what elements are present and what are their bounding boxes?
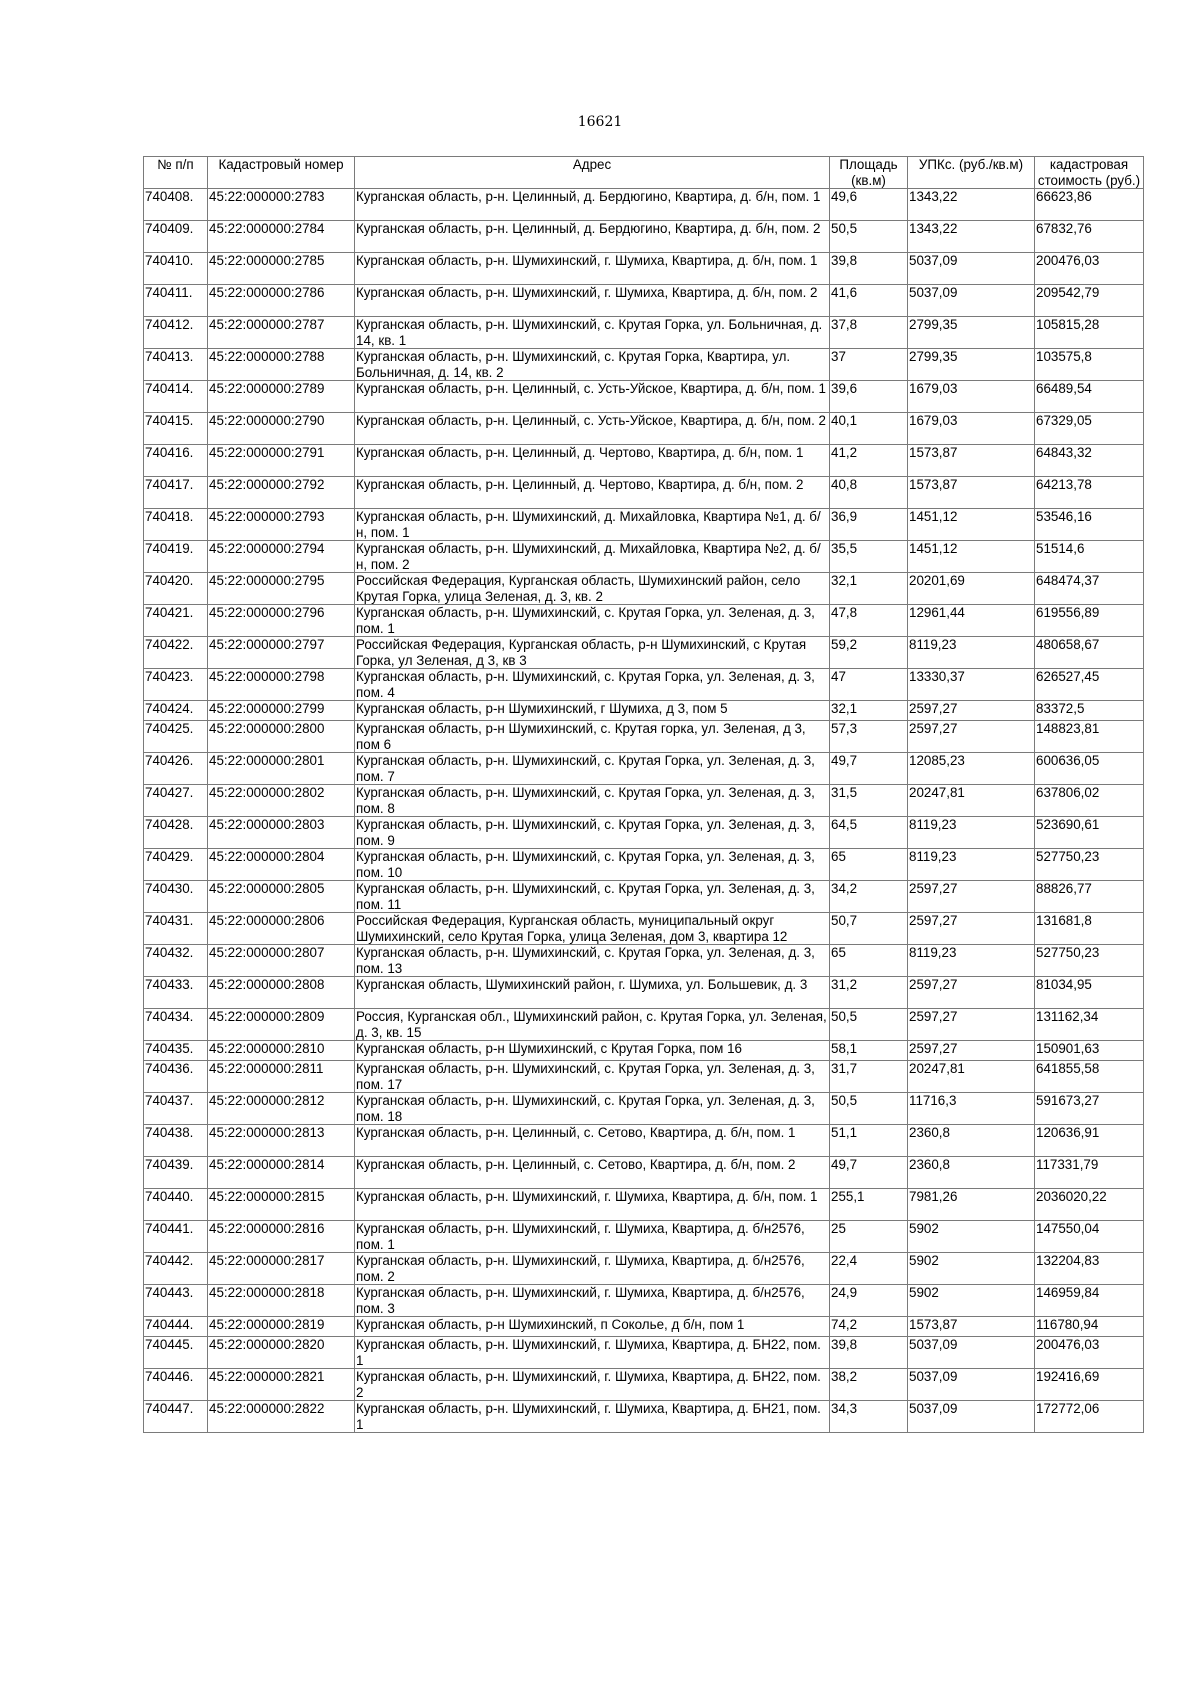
cadastral-cost: 619556,89: [1035, 605, 1144, 637]
row-number: 740434.: [144, 1009, 208, 1041]
area: 41,6: [830, 285, 908, 317]
cadastral-number: 45:22:000000:2791: [208, 445, 355, 477]
cadastral-cost: 105815,28: [1035, 317, 1144, 349]
table-row: [144, 349, 1144, 381]
area: 65: [830, 945, 908, 977]
table-row: [144, 1093, 1144, 1125]
cadastral-number: 45:22:000000:2783: [208, 189, 355, 221]
upks: 5902: [908, 1253, 1035, 1285]
area: 255,1: [830, 1189, 908, 1221]
area: 50,5: [830, 1009, 908, 1041]
row-number: 740416.: [144, 445, 208, 477]
upks: 5037,09: [908, 253, 1035, 285]
cadastral-cost: 64843,32: [1035, 445, 1144, 477]
row-number: 740438.: [144, 1125, 208, 1157]
address: Курганская область, р-н. Шумихинский, г. Шумиха, Квартира, д. б/н, пом. 1: [355, 253, 830, 285]
cadastral-number: 45:22:000000:2804: [208, 849, 355, 881]
cadastral-cost: 103575,8: [1035, 349, 1144, 381]
address: Курганская область, р-н Шумихинский, с Крутая Горка, пом 16: [355, 1041, 830, 1061]
cadastral-number: 45:22:000000:2805: [208, 881, 355, 913]
row-number: 740433.: [144, 977, 208, 1009]
cadastral-cost: 131681,8: [1035, 913, 1144, 945]
table-row: [144, 381, 1144, 413]
table-row: [144, 913, 1144, 945]
table-row: [144, 1221, 1144, 1253]
row-number: 740439.: [144, 1157, 208, 1189]
table-row: [144, 189, 1144, 221]
row-number: 740428.: [144, 817, 208, 849]
row-number: 740424.: [144, 701, 208, 721]
address: Курганская область, р-н. Шумихинский, г. Шумиха, Квартира, д. б/н, пом. 2: [355, 285, 830, 317]
table-row: [144, 1125, 1144, 1157]
row-number: 740437.: [144, 1093, 208, 1125]
cadastral-cost: 116780,94: [1035, 1317, 1144, 1337]
table-row: [144, 849, 1144, 881]
upks: 2360,8: [908, 1125, 1035, 1157]
address: Российская Федерация, Курганская область, муниципальный округ Шумихинский, село Крутая Горка, улица Зеленая, дом 3, квартира 12: [355, 913, 830, 945]
table-row: [144, 1369, 1144, 1401]
table-row: [144, 785, 1144, 817]
area: 35,5: [830, 541, 908, 573]
table-row: [144, 221, 1144, 253]
address: Курганская область, р-н. Шумихинский, г. Шумиха, Квартира, д. б/н2576, пом. 1: [355, 1221, 830, 1253]
table-row: [144, 509, 1144, 541]
address: Курганская область, р-н. Шумихинский, г. Шумиха, Квартира, д. БН21, пом. 1: [355, 1401, 830, 1433]
upks: 2597,27: [908, 977, 1035, 1009]
cadastral-number: 45:22:000000:2790: [208, 413, 355, 445]
row-number: 740430.: [144, 881, 208, 913]
address: Курганская область, р-н. Шумихинский, д. Михайловка, Квартира №2, д. б/н, пом. 2: [355, 541, 830, 573]
cadastral-cost: 648474,37: [1035, 573, 1144, 605]
table-row: [144, 317, 1144, 349]
cadastral-number: 45:22:000000:2811: [208, 1061, 355, 1093]
table-row: [144, 1285, 1144, 1317]
address: Курганская область, р-н. Целинный, д. Чертово, Квартира, д. б/н, пом. 2: [355, 477, 830, 509]
upks: 2799,35: [908, 349, 1035, 381]
upks: 8119,23: [908, 945, 1035, 977]
upks: 1679,03: [908, 381, 1035, 413]
address: Курганская область, р-н. Шумихинский, с. Крутая Горка, Квартира, ул. Больничная, д. 14, кв. 2: [355, 349, 830, 381]
area: 36,9: [830, 509, 908, 541]
area: 51,1: [830, 1125, 908, 1157]
address: Курганская область, р-н. Шумихинский, с. Крутая Горка, ул. Больничная, д. 14, кв. 1: [355, 317, 830, 349]
cadastral-cost: 117331,79: [1035, 1157, 1144, 1189]
area: 31,7: [830, 1061, 908, 1093]
cadastral-cost: 600636,05: [1035, 753, 1144, 785]
row-number: 740419.: [144, 541, 208, 573]
upks: 5037,09: [908, 285, 1035, 317]
row-number: 740410.: [144, 253, 208, 285]
area: 32,1: [830, 573, 908, 605]
cadastral-cost: 527750,23: [1035, 849, 1144, 881]
cadastral-cost: 2036020,22: [1035, 1189, 1144, 1221]
area: 32,1: [830, 701, 908, 721]
table-row: [144, 701, 1144, 721]
cadastral-number: 45:22:000000:2807: [208, 945, 355, 977]
cadastral-cost: 147550,04: [1035, 1221, 1144, 1253]
cadastral-cost: 209542,79: [1035, 285, 1144, 317]
header-area: Площадь (кв.м): [830, 157, 908, 189]
area: 47: [830, 669, 908, 701]
table-header-row: [144, 157, 1144, 189]
cadastral-cost: 527750,23: [1035, 945, 1144, 977]
cadastral-table: [143, 156, 1144, 1433]
upks: 20201,69: [908, 573, 1035, 605]
row-number: 740408.: [144, 189, 208, 221]
upks: 2597,27: [908, 721, 1035, 753]
area: 39,6: [830, 381, 908, 413]
area: 49,7: [830, 753, 908, 785]
cadastral-number: 45:22:000000:2822: [208, 1401, 355, 1433]
address: Курганская область, р-н. Шумихинский, с. Крутая Горка, ул. Зеленая, д. 3, пом. 18: [355, 1093, 830, 1125]
row-number: 740411.: [144, 285, 208, 317]
address: Курганская область, р-н. Шумихинский, г. Шумиха, Квартира, д. б/н, пом. 1: [355, 1189, 830, 1221]
cadastral-number: 45:22:000000:2787: [208, 317, 355, 349]
address: Курганская область, р-н. Шумихинский, г. Шумиха, Квартира, д. БН22, пом. 1: [355, 1337, 830, 1369]
address: Курганская область, р-н. Шумихинский, с. Крутая Горка, ул. Зеленая, д. 3, пом. 13: [355, 945, 830, 977]
address: Курганская область, р-н. Шумихинский, д. Михайловка, Квартира №1, д. б/н, пом. 1: [355, 509, 830, 541]
table-row: [144, 977, 1144, 1009]
upks: 12961,44: [908, 605, 1035, 637]
table-row: [144, 1337, 1144, 1369]
table-row: [144, 1253, 1144, 1285]
row-number: 740412.: [144, 317, 208, 349]
row-number: 740446.: [144, 1369, 208, 1401]
cadastral-cost: 480658,67: [1035, 637, 1144, 669]
row-number: 740435.: [144, 1041, 208, 1061]
area: 50,5: [830, 1093, 908, 1125]
area: 65: [830, 849, 908, 881]
cadastral-number: 45:22:000000:2817: [208, 1253, 355, 1285]
area: 38,2: [830, 1369, 908, 1401]
cadastral-number: 45:22:000000:2788: [208, 349, 355, 381]
table-row: [144, 285, 1144, 317]
table-row: [144, 477, 1144, 509]
row-number: 740415.: [144, 413, 208, 445]
table-row: [144, 669, 1144, 701]
cadastral-number: 45:22:000000:2792: [208, 477, 355, 509]
address: Курганская область, р-н. Шумихинский, с. Крутая Горка, ул. Зеленая, д. 3, пом. 8: [355, 785, 830, 817]
table-row: [144, 721, 1144, 753]
header-num: № п/п: [144, 157, 208, 189]
cadastral-number: 45:22:000000:2809: [208, 1009, 355, 1041]
cadastral-cost: 67832,76: [1035, 221, 1144, 253]
address: Курганская область, р-н. Целинный, с. Сетово, Квартира, д. б/н, пом. 1: [355, 1125, 830, 1157]
area: 58,1: [830, 1041, 908, 1061]
upks: 11716,3: [908, 1093, 1035, 1125]
area: 34,3: [830, 1401, 908, 1433]
table-row: [144, 1061, 1144, 1093]
row-number: 740429.: [144, 849, 208, 881]
table-row: [144, 1401, 1144, 1433]
address: Курганская область, р-н. Шумихинский, г. Шумиха, Квартира, д. б/н2576, пом. 2: [355, 1253, 830, 1285]
upks: 1343,22: [908, 221, 1035, 253]
upks: 5037,09: [908, 1369, 1035, 1401]
cadastral-number: 45:22:000000:2793: [208, 509, 355, 541]
upks: 5902: [908, 1221, 1035, 1253]
area: 34,2: [830, 881, 908, 913]
cadastral-cost: 120636,91: [1035, 1125, 1144, 1157]
cadastral-cost: 67329,05: [1035, 413, 1144, 445]
cadastral-cost: 132204,83: [1035, 1253, 1144, 1285]
area: 74,2: [830, 1317, 908, 1337]
cadastral-number: 45:22:000000:2813: [208, 1125, 355, 1157]
cadastral-number: 45:22:000000:2798: [208, 669, 355, 701]
area: 39,8: [830, 1337, 908, 1369]
upks: 1573,87: [908, 1317, 1035, 1337]
row-number: 740441.: [144, 1221, 208, 1253]
address: Курганская область, р-н. Шумихинский, с. Крутая Горка, ул. Зеленая, д. 3, пом. 10: [355, 849, 830, 881]
row-number: 740421.: [144, 605, 208, 637]
row-number: 740444.: [144, 1317, 208, 1337]
area: 22,4: [830, 1253, 908, 1285]
area: 40,1: [830, 413, 908, 445]
area: 47,8: [830, 605, 908, 637]
cadastral-number: 45:22:000000:2802: [208, 785, 355, 817]
upks: 2597,27: [908, 701, 1035, 721]
row-number: 740442.: [144, 1253, 208, 1285]
page-number: 16621: [577, 114, 623, 130]
area: 37: [830, 349, 908, 381]
table-body: [144, 189, 1144, 1433]
row-number: 740418.: [144, 509, 208, 541]
upks: 7981,26: [908, 1189, 1035, 1221]
cadastral-cost: 150901,63: [1035, 1041, 1144, 1061]
table-row: [144, 945, 1144, 977]
upks: 1451,12: [908, 541, 1035, 573]
cadastral-number: 45:22:000000:2795: [208, 573, 355, 605]
address: Российская Федерация, Курганская область, р-н Шумихинский, с Крутая Горка, ул Зеленая, д 3, кв 3: [355, 637, 830, 669]
row-number: 740426.: [144, 753, 208, 785]
row-number: 740440.: [144, 1189, 208, 1221]
cadastral-cost: 64213,78: [1035, 477, 1144, 509]
upks: 8119,23: [908, 637, 1035, 669]
address: Курганская область, р-н Шумихинский, г Шумиха, д 3, пом 5: [355, 701, 830, 721]
header-upks: УПКс. (руб./кв.м): [908, 157, 1035, 189]
cadastral-cost: 146959,84: [1035, 1285, 1144, 1317]
row-number: 740409.: [144, 221, 208, 253]
row-number: 740423.: [144, 669, 208, 701]
table-row: [144, 881, 1144, 913]
cadastral-number: 45:22:000000:2814: [208, 1157, 355, 1189]
table-row: [144, 1041, 1144, 1061]
cadastral-number: 45:22:000000:2786: [208, 285, 355, 317]
cadastral-number: 45:22:000000:2789: [208, 381, 355, 413]
row-number: 740420.: [144, 573, 208, 605]
address: Курганская область, р-н. Целинный, с. Усть-Уйское, Квартира, д. б/н, пом. 1: [355, 381, 830, 413]
cadastral-cost: 51514,6: [1035, 541, 1144, 573]
table-row: [144, 413, 1144, 445]
upks: 1679,03: [908, 413, 1035, 445]
address: Курганская область, р-н. Шумихинский, с. Крутая Горка, ул. Зеленая, д. 3, пом. 9: [355, 817, 830, 849]
address: Курганская область, р-н. Целинный, д. Бердюгино, Квартира, д. б/н, пом. 2: [355, 221, 830, 253]
row-number: 740431.: [144, 913, 208, 945]
area: 50,5: [830, 221, 908, 253]
upks: 8119,23: [908, 849, 1035, 881]
cadastral-number: 45:22:000000:2785: [208, 253, 355, 285]
upks: 20247,81: [908, 1061, 1035, 1093]
upks: 13330,37: [908, 669, 1035, 701]
area: 57,3: [830, 721, 908, 753]
table-row: [144, 1009, 1144, 1041]
area: 37,8: [830, 317, 908, 349]
upks: 5037,09: [908, 1337, 1035, 1369]
area: 64,5: [830, 817, 908, 849]
cadastral-cost: 66489,54: [1035, 381, 1144, 413]
cadastral-number: 45:22:000000:2799: [208, 701, 355, 721]
area: 41,2: [830, 445, 908, 477]
address: Курганская область, р-н. Целинный, д. Бердюгино, Квартира, д. б/н, пом. 1: [355, 189, 830, 221]
address: Курганская область, р-н. Шумихинский, с. Крутая Горка, ул. Зеленая, д. 3, пом. 1: [355, 605, 830, 637]
table-row: [144, 573, 1144, 605]
area: 31,2: [830, 977, 908, 1009]
cadastral-cost: 88826,77: [1035, 881, 1144, 913]
header-address: Адрес: [355, 157, 830, 189]
upks: 8119,23: [908, 817, 1035, 849]
cadastral-cost: 83372,5: [1035, 701, 1144, 721]
table-row: [144, 753, 1144, 785]
table-row: [144, 1189, 1144, 1221]
cadastral-number: 45:22:000000:2803: [208, 817, 355, 849]
address: Курганская область, р-н. Шумихинский, с. Крутая Горка, ул. Зеленая, д. 3, пом. 7: [355, 753, 830, 785]
cadastral-cost: 81034,95: [1035, 977, 1144, 1009]
area: 31,5: [830, 785, 908, 817]
cadastral-number: 45:22:000000:2816: [208, 1221, 355, 1253]
cadastral-cost: 641855,58: [1035, 1061, 1144, 1093]
cadastral-cost: 131162,34: [1035, 1009, 1144, 1041]
area: 49,7: [830, 1157, 908, 1189]
cadastral-number: 45:22:000000:2815: [208, 1189, 355, 1221]
cadastral-cost: 200476,03: [1035, 1337, 1144, 1369]
address: Курганская область, р-н. Шумихинский, с. Крутая Горка, ул. Зеленая, д. 3, пом. 4: [355, 669, 830, 701]
upks: 2597,27: [908, 881, 1035, 913]
address: Курганская область, р-н. Целинный, с. Усть-Уйское, Квартира, д. б/н, пом. 2: [355, 413, 830, 445]
table-row: [144, 605, 1144, 637]
header-cadastral: Кадастровый номер: [208, 157, 355, 189]
row-number: 740414.: [144, 381, 208, 413]
upks: 2597,27: [908, 1041, 1035, 1061]
upks: 2597,27: [908, 913, 1035, 945]
header-cost: кадастровая стоимость (руб.): [1035, 157, 1144, 189]
cadastral-number: 45:22:000000:2810: [208, 1041, 355, 1061]
cadastral-number: 45:22:000000:2784: [208, 221, 355, 253]
upks: 2597,27: [908, 1009, 1035, 1041]
cadastral-cost: 626527,45: [1035, 669, 1144, 701]
cadastral-number: 45:22:000000:2796: [208, 605, 355, 637]
address: Россия, Курганская обл., Шумихинский район, с. Крутая Горка, ул. Зеленая, д. 3, кв. 15: [355, 1009, 830, 1041]
row-number: 740445.: [144, 1337, 208, 1369]
row-number: 740443.: [144, 1285, 208, 1317]
area: 50,7: [830, 913, 908, 945]
address: Курганская область, р-н. Шумихинский, г. Шумиха, Квартира, д. б/н2576, пом. 3: [355, 1285, 830, 1317]
upks: 1343,22: [908, 189, 1035, 221]
area: 49,6: [830, 189, 908, 221]
cadastral-number: 45:22:000000:2819: [208, 1317, 355, 1337]
address: Курганская область, р-н Шумихинский, с. Крутая горка, ул. Зеленая, д 3, пом 6: [355, 721, 830, 753]
upks: 5902: [908, 1285, 1035, 1317]
cadastral-cost: 192416,69: [1035, 1369, 1144, 1401]
address: Курганская область, р-н. Целинный, с. Сетово, Квартира, д. б/н, пом. 2: [355, 1157, 830, 1189]
cadastral-cost: 200476,03: [1035, 253, 1144, 285]
cadastral-number: 45:22:000000:2800: [208, 721, 355, 753]
upks: 12085,23: [908, 753, 1035, 785]
row-number: 740427.: [144, 785, 208, 817]
cadastral-cost: 172772,06: [1035, 1401, 1144, 1433]
upks: 1573,87: [908, 477, 1035, 509]
cadastral-cost: 637806,02: [1035, 785, 1144, 817]
cadastral-number: 45:22:000000:2801: [208, 753, 355, 785]
address: Курганская область, Шумихинский район, г. Шумиха, ул. Большевик, д. 3: [355, 977, 830, 1009]
cadastral-number: 45:22:000000:2806: [208, 913, 355, 945]
address: Российская Федерация, Курганская область, Шумихинский район, село Крутая Горка, улица Зеленая, д. 3, кв. 2: [355, 573, 830, 605]
area: 24,9: [830, 1285, 908, 1317]
cadastral-number: 45:22:000000:2808: [208, 977, 355, 1009]
row-number: 740425.: [144, 721, 208, 753]
cadastral-number: 45:22:000000:2820: [208, 1337, 355, 1369]
address: Курганская область, р-н. Шумихинский, с. Крутая Горка, ул. Зеленая, д. 3, пом. 17: [355, 1061, 830, 1093]
cadastral-cost: 53546,16: [1035, 509, 1144, 541]
row-number: 740422.: [144, 637, 208, 669]
row-number: 740413.: [144, 349, 208, 381]
table-row: [144, 637, 1144, 669]
cadastral-number: 45:22:000000:2797: [208, 637, 355, 669]
cadastral-cost: 523690,61: [1035, 817, 1144, 849]
row-number: 740436.: [144, 1061, 208, 1093]
address: Курганская область, р-н. Целинный, д. Чертово, Квартира, д. б/н, пом. 1: [355, 445, 830, 477]
address: Курганская область, р-н Шумихинский, п Соколье, д б/н, пом 1: [355, 1317, 830, 1337]
row-number: 740417.: [144, 477, 208, 509]
upks: 5037,09: [908, 1401, 1035, 1433]
cadastral-cost: 591673,27: [1035, 1093, 1144, 1125]
table-row: [144, 253, 1144, 285]
cadastral-number: 45:22:000000:2818: [208, 1285, 355, 1317]
row-number: 740447.: [144, 1401, 208, 1433]
upks: 1573,87: [908, 445, 1035, 477]
upks: 1451,12: [908, 509, 1035, 541]
cadastral-cost: 148823,81: [1035, 721, 1144, 753]
area: 39,8: [830, 253, 908, 285]
table-row: [144, 1317, 1144, 1337]
upks: 20247,81: [908, 785, 1035, 817]
area: 40,8: [830, 477, 908, 509]
table-row: [144, 817, 1144, 849]
upks: 2799,35: [908, 317, 1035, 349]
cadastral-number: 45:22:000000:2794: [208, 541, 355, 573]
table-row: [144, 445, 1144, 477]
cadastral-number: 45:22:000000:2812: [208, 1093, 355, 1125]
area: 59,2: [830, 637, 908, 669]
table-row: [144, 1157, 1144, 1189]
row-number: 740432.: [144, 945, 208, 977]
area: 25: [830, 1221, 908, 1253]
cadastral-cost: 66623,86: [1035, 189, 1144, 221]
address: Курганская область, р-н. Шумихинский, с. Крутая Горка, ул. Зеленая, д. 3, пом. 11: [355, 881, 830, 913]
cadastral-number: 45:22:000000:2821: [208, 1369, 355, 1401]
address: Курганская область, р-н. Шумихинский, г. Шумиха, Квартира, д. БН22, пом. 2: [355, 1369, 830, 1401]
table-row: [144, 541, 1144, 573]
upks: 2360,8: [908, 1157, 1035, 1189]
